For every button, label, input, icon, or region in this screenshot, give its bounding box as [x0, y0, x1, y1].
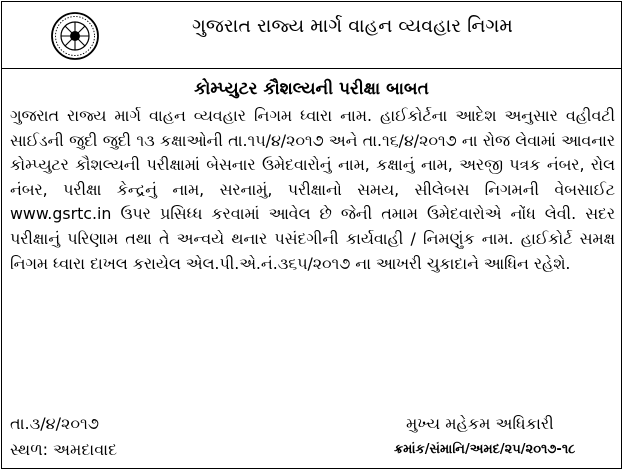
reference-number: ક્રમાંક/સંમાનિ/અમદ/૨૫/૨૦૧૭-૧૮: [394, 442, 576, 457]
organization-name: ગુજરાત રાજ્ય માર્ગ વાહન વ્યવહાર નિગમ: [192, 15, 513, 37]
notice-panel: [1, 1, 622, 469]
header-band: [2, 2, 621, 69]
notice-place: સ્થળ: અમદાવાદ: [10, 440, 118, 459]
notice-subject: કોમ્પ્યુટર કૌશલ્યની પરીક્ષા બાબત: [194, 79, 429, 99]
notice-date: તા.૩/૪/૨૦૧૭: [10, 414, 99, 433]
gsrtc-seal-icon: [50, 11, 100, 61]
notice-body: ગુજરાત રાજ્ય માર્ગ વાહન વ્યવહાર નિગમ ધ્વારા નામ. હાઈકોર્ટના આદેશ અનુસાર વહીવટી સાઈડની જુદી જુદી ૧૩ કક્ષાઓની તા.૧૫/૪/૨૦૧૭ અને તા.૧૬/૪/૨૦૧૭ ના રોજ લેવામાં આવનાર કોમ્પ્યુટર કૌશલ્યની પરીક્ષામાં બેસનાર ઉમેદવારોનું નામ, કક્ષાનું નામ, અરજી પત્રક નંબર, રોલ નંબર, પરીક્ષા કેન્દ્રનું નામ, સરનામું, પરીક્ષાનો સમય, સીલેબસ નિગમની વેબસાઈટ www.gsrtc.in ઉપર પ્રસિધ્ધ કરવામાં આવેલ છે જેની તમામ ઉમેદવારોએ નોંધ લેવી. સદર પરીક્ષાનું પરિણામ તથા તે અન્વયે થનાર પસંદગીની કાર્યવાહી / નિમણુંક નામ. હાઈકોર્ટ સમક્ષ નિગમ ધ્વારા દાખલ કરાયેલ એલ.પી.એ.નં.૩૬૫/૨૦૧૭ ના આખરી ચુકાદાને આધિન રહેશે.: [10, 106, 615, 273]
signing-officer: મુખ્ય મહેકમ અધિકારી: [406, 414, 554, 433]
